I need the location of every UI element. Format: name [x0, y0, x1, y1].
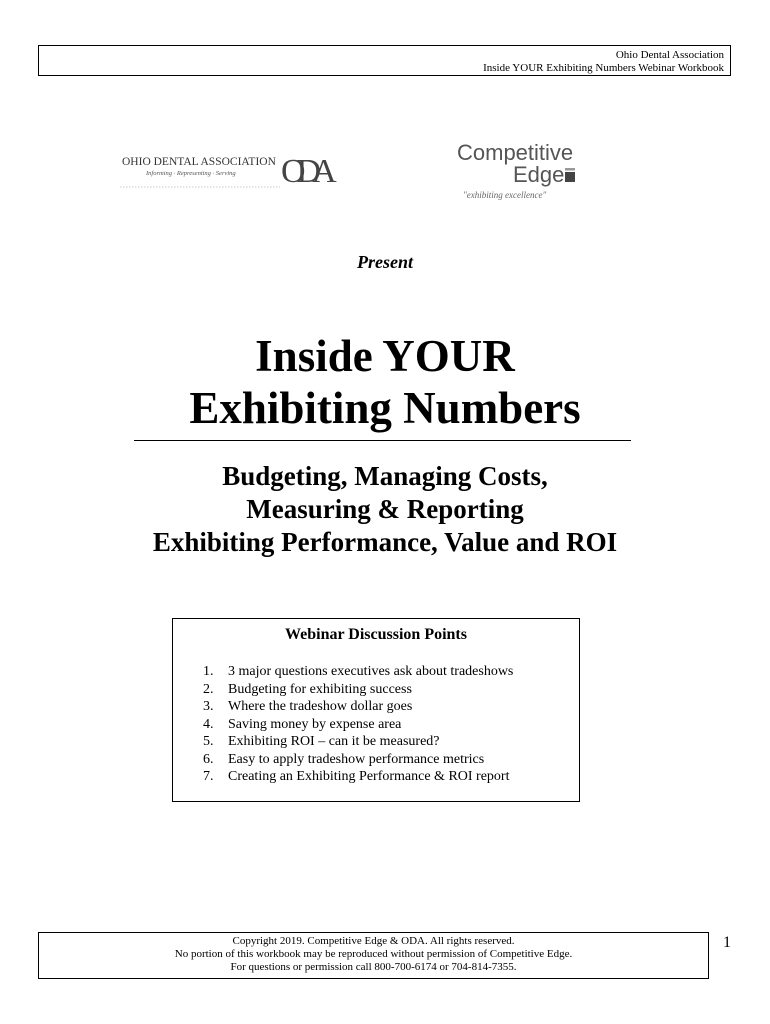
list-item — [203, 663, 579, 681]
competitive-edge-line2: Edge — [513, 162, 565, 187]
competitive-edge-line1: Competitive — [457, 140, 574, 165]
list-item-text: Saving money by expense area — [228, 716, 402, 732]
list-item-number: 3. — [203, 699, 214, 714]
list-item-text: Budgeting for exhibiting success — [228, 681, 412, 697]
oda-logo — [118, 130, 348, 194]
header-workbook-title: Inside YOUR Exhibiting Numbers Webinar Workbook — [483, 62, 724, 74]
list-item-number: 1. — [203, 664, 214, 679]
list-item-text: Easy to apply tradeshow performance metrics — [228, 751, 485, 767]
list-item — [203, 768, 579, 786]
footer-reproduction-notice: No portion of this workbook may be reproduced without permission of Competitive Edge. — [174, 948, 573, 960]
list-item — [203, 716, 579, 734]
page-footer — [38, 932, 709, 979]
competitive-edge-tagline: "exhibiting excellence" — [463, 190, 547, 200]
list-item — [203, 751, 579, 769]
list-item-text: Creating an Exhibiting Performance & ROI report — [228, 769, 510, 784]
list-item-number: 5. — [203, 734, 214, 749]
page-header — [38, 45, 731, 76]
list-item-number: 7. — [203, 769, 214, 784]
discussion-points-list — [173, 663, 579, 786]
discussion-points-box — [172, 618, 580, 802]
competitive-edge-logo — [455, 136, 595, 208]
subtitle-line-1: Budgeting, Managing Costs, — [222, 461, 548, 491]
title-divider — [134, 440, 631, 441]
footer-contact: For questions or permission call 800-700-6174 or 704-814-7355. — [230, 961, 517, 973]
oda-logo-tagline: Informing · Representing · Serving — [146, 170, 236, 177]
list-item-text: Exhibiting ROI – can it be measured? — [228, 734, 440, 749]
subtitle-line-2: Measuring & Reporting — [246, 494, 524, 524]
list-item-text: Where the tradeshow dollar goes — [228, 699, 413, 714]
title-line-1: Inside YOUR — [255, 331, 515, 381]
list-item-text: 3 major questions executives ask about tradeshows — [228, 664, 514, 679]
oda-logo-name: OHIO DENTAL ASSOCIATION — [122, 156, 276, 168]
list-item-number: 4. — [203, 716, 214, 732]
header-organization: Ohio Dental Association — [615, 49, 724, 61]
list-item — [203, 733, 579, 751]
subtitle — [0, 460, 770, 559]
oda-monogram: ODA — [281, 153, 328, 190]
page-number: 1 — [723, 934, 731, 951]
list-item — [203, 698, 579, 716]
list-item — [203, 681, 579, 699]
page-title — [0, 330, 770, 434]
present-label: Present — [357, 252, 413, 272]
discussion-points-heading: Webinar Discussion Points — [285, 626, 467, 643]
title-line-2: Exhibiting Numbers — [189, 383, 581, 433]
list-item-number: 2. — [203, 681, 214, 697]
footer-copyright: Copyright 2019. Competitive Edge & ODA. All rights reserved. — [232, 935, 515, 947]
list-item-number: 6. — [203, 751, 214, 767]
subtitle-line-3: Exhibiting Performance, Value and ROI — [152, 527, 618, 557]
